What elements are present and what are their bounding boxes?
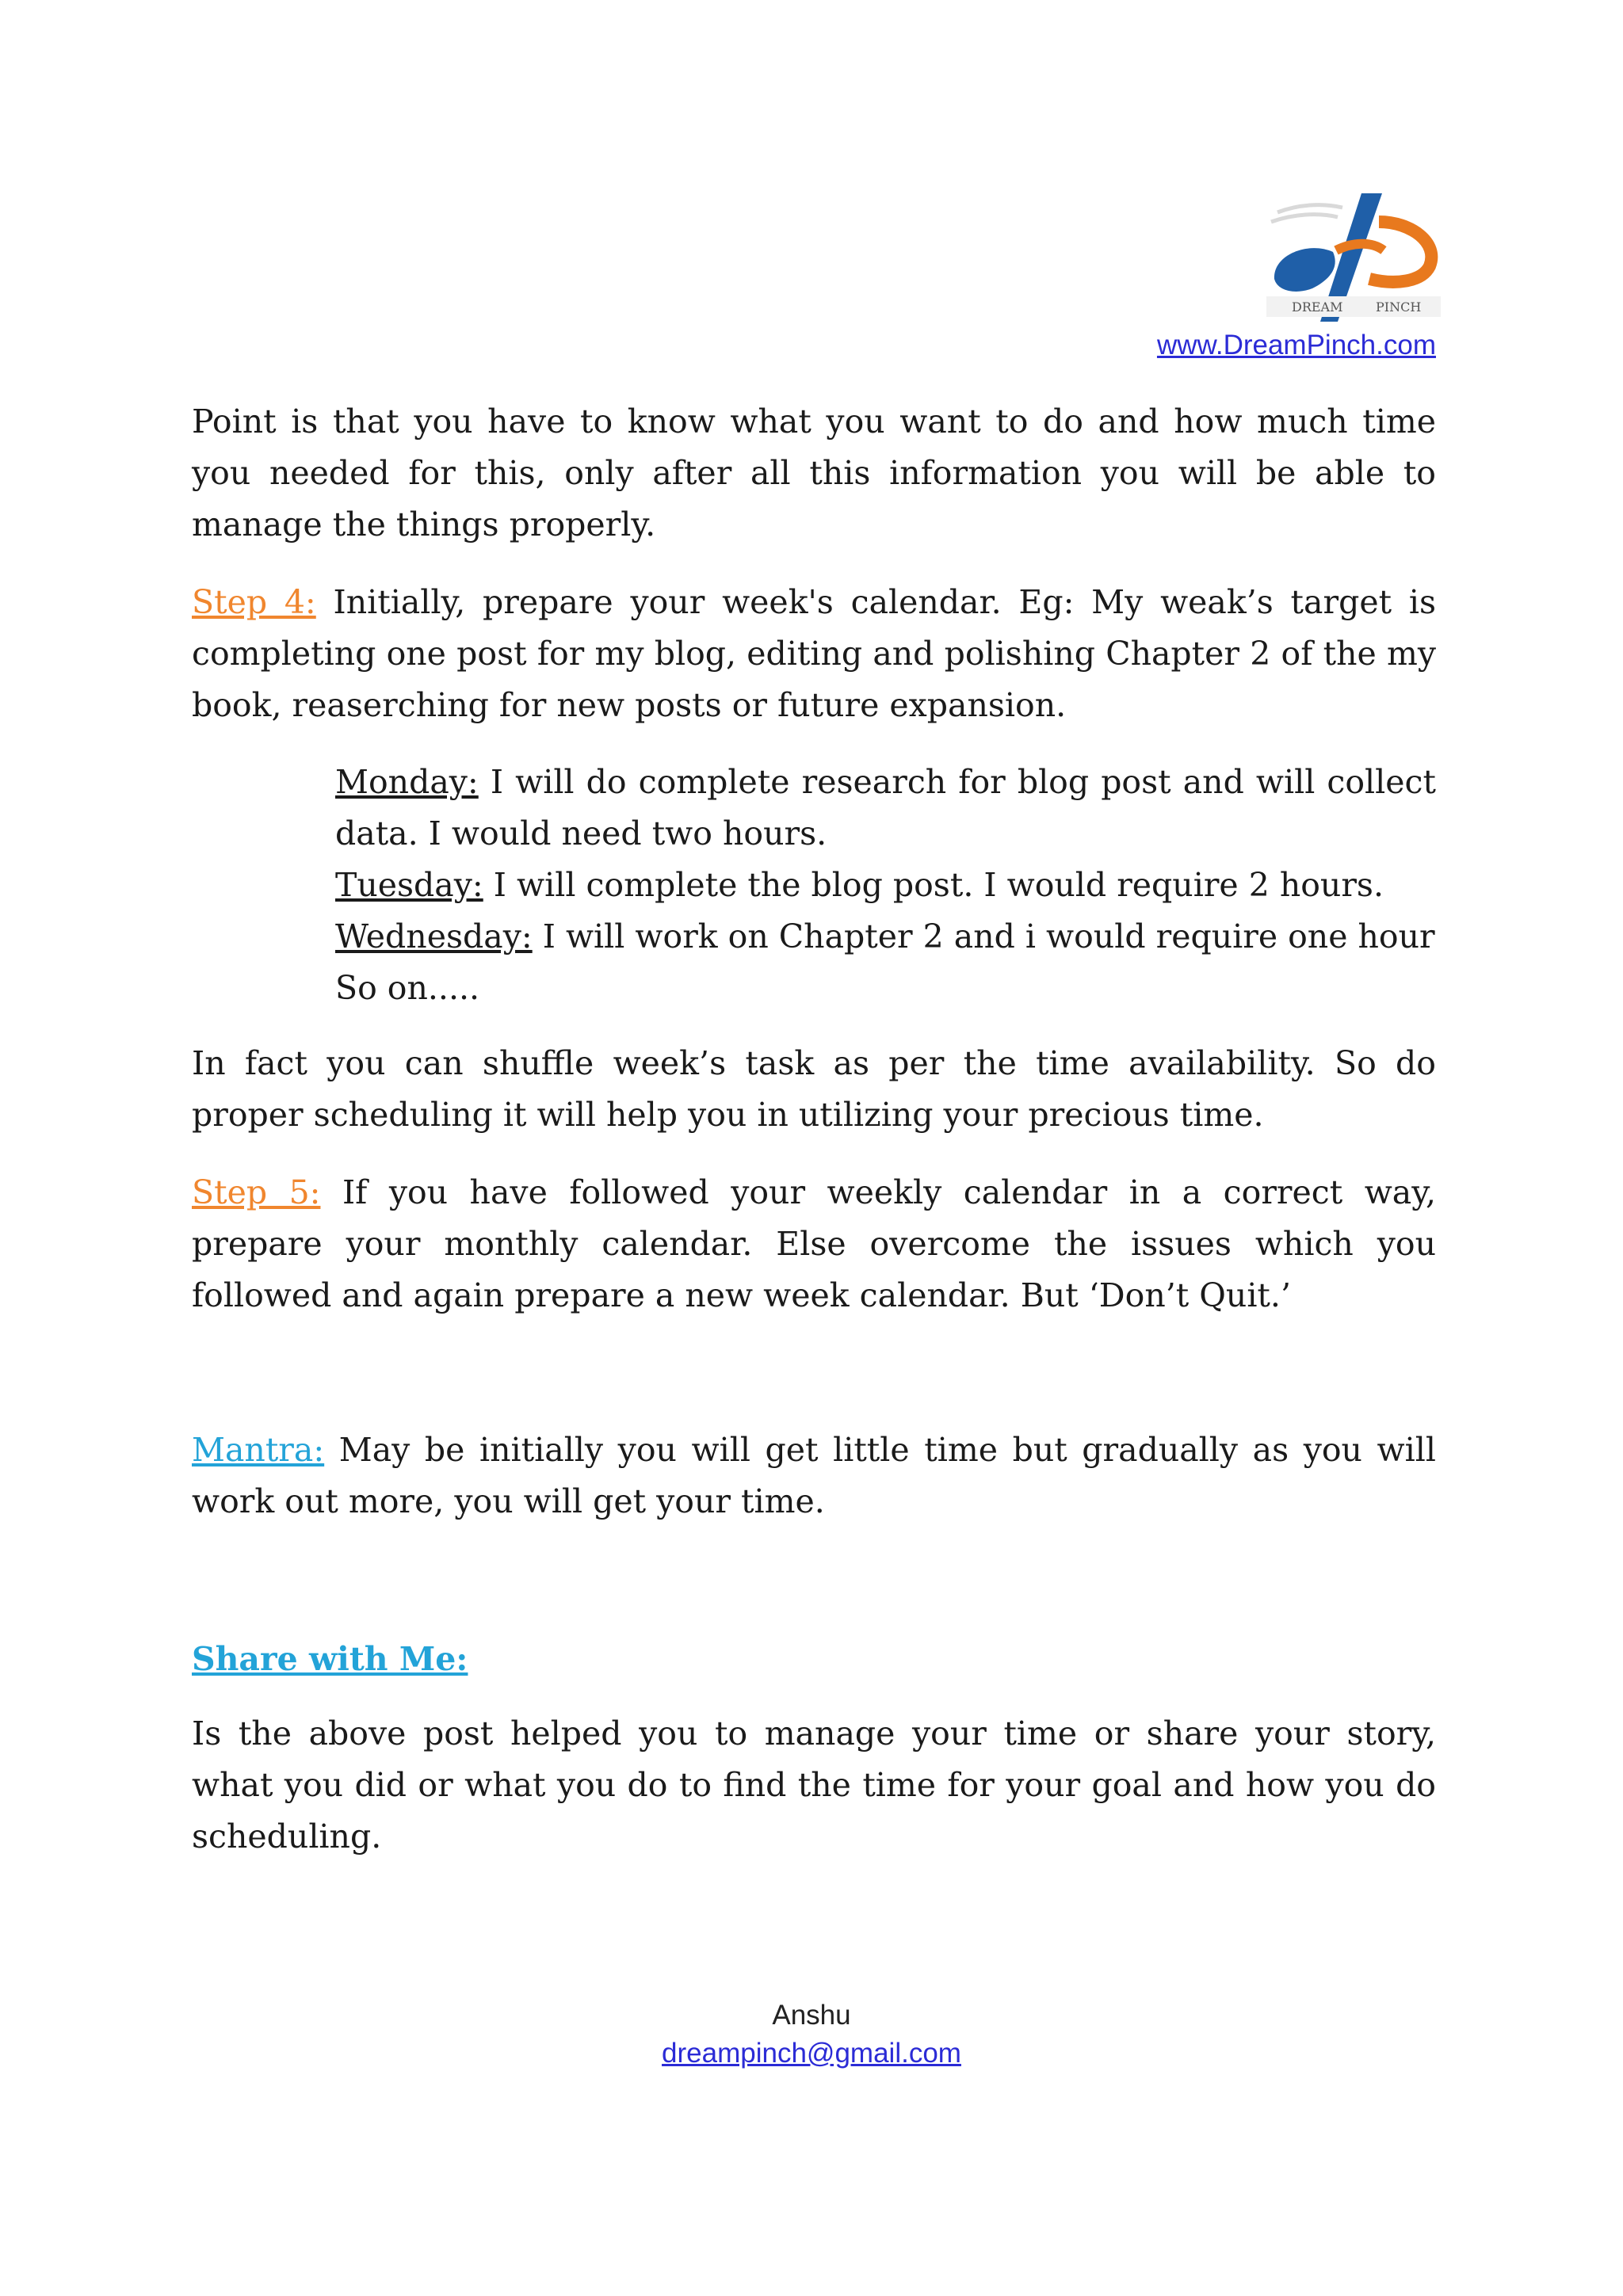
- mantra-paragraph: [192, 1425, 1436, 1527]
- logo-text-right: PINCH: [1376, 299, 1422, 315]
- step5-text: If you have followed your weekly calendar in a correct way, prepare your monthly calendar. Else overcome the issues which you followed and again prepare a new week calendar. But ‘Don’t Quit.’: [192, 1173, 1436, 1314]
- step4-paragraph: [192, 577, 1436, 731]
- dreampinch-logo: [1260, 190, 1447, 325]
- wednesday-text: I will work on Chapter 2 and i would require one hour: [532, 917, 1435, 955]
- website-link[interactable]: www.DreamPinch.com: [1156, 330, 1436, 360]
- step4-text: Initially, prepare your week's calendar. Eg: My weak’s target is completing one post for my blog, editing and polishing Chapter 2 of the my book, reaserching for new posts or future expansion.: [192, 583, 1436, 724]
- intro-paragraph: Point is that you have to know what you want to do and how much time you needed for this, only after all this information you will be able to manage the things properly.: [192, 402, 1436, 543]
- step5-paragraph: [192, 1167, 1436, 1322]
- step4-label: Step 4:: [192, 583, 316, 621]
- share-paragraph: Is the above post helped you to manage your time or share your story, what you did or what you do to find the time for your goal and how you do scheduling.: [192, 1714, 1436, 1855]
- author-name: Anshu: [772, 2000, 851, 2031]
- schedule-tuesday: [335, 860, 1436, 911]
- share-heading: Share with Me:: [192, 1640, 468, 1678]
- tuesday-label: Tuesday:: [335, 866, 483, 904]
- mantra-text: May be initially you will get little time but gradually as you will work out more, you will get your time.: [192, 1431, 1436, 1520]
- logo-text-left: DREAM: [1292, 299, 1343, 315]
- shuffle-paragraph: In fact you can shuffle week’s task as per the time availability. So do proper scheduling it will help you in utilizing your precious time.: [192, 1044, 1436, 1134]
- footer: [0, 1997, 1623, 2073]
- mantra-label: Mantra:: [192, 1431, 325, 1469]
- schedule-so-on: So on.....: [335, 969, 480, 1007]
- tuesday-text: I will complete the blog post. I would require 2 hours.: [483, 866, 1384, 904]
- schedule-wednesday: [335, 911, 1436, 963]
- weekly-schedule: [335, 757, 1436, 1014]
- monday-label: Monday:: [335, 763, 479, 801]
- wednesday-label: Wednesday:: [335, 917, 533, 955]
- monday-text: I will do complete research for blog post and will collect data. I would need two hours.: [335, 763, 1436, 852]
- schedule-monday: [335, 757, 1436, 860]
- step5-label: Step 5:: [192, 1173, 321, 1211]
- author-email-link[interactable]: dreampinch@gmail.com: [662, 2038, 961, 2069]
